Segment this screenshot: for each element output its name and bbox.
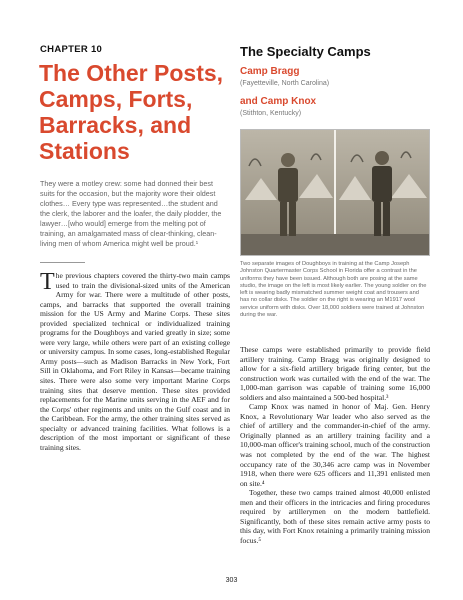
paragraph-3: Together, these two camps trained almost 40,000 enlisted men and their officers in the intricacies and firing procedures required by artillerymen on the modern battlefield. Significantly, both of these sites remain active army posts to this day, with Fort Knox retaining a primarily training mission focus.⁵ (240, 488, 430, 545)
doughboys-photo (240, 129, 430, 256)
page-number: 303 (225, 577, 238, 584)
chapter-label: CHAPTER 10 (40, 44, 103, 55)
epigraph-quote: They were a motley crew: some had donned their best suits for the occasion, but the majority wore their oldest clothes… Every type was represented…the student and the clerk, the laborer and the loafer, the daily plodder, the lawyer…[who would] emerge from the melting pot of training, an amalgamated mass of clear-thinking, clean-living men of whom America might well be proud.¹ (40, 179, 222, 248)
specialty-camps-body (240, 345, 430, 545)
paragraph-1: These camps were established primarily to provide field artillery training. Camp Bragg was originally designed to allow for a six-field artillery brigade firing center, but the construction work was curtailed with the end of the war. The 1,000-man garrison was capable of training some 16,000 soldiers and also maintained a 500-bed hospital.³ (240, 345, 430, 402)
intro-paragraph: he previous chapters covered the thirty-two main camps used to train the divisional-sized units of the American Army for war. There were a multitude of other posts, camps, and barracks that supported the overall training mission for the US Army and Marine Corps. These sites provided specialized technical or individualized training programs for the Doughboys and varied greatly in size; some were very large, while others were part of an existing college or university campus. In some cases, long-established Regular Army posts—such as Madison Barracks in New York, Fort Sill in Oklahoma, and Fort Riley in Kansas—became training sites. There were also some very important Marine Corps training sites that deserve mention. These sites provided replacements for the Marine units serving in the AEF and for the Corps' other regiments and units on the Gulf coast and in the Caribbean. For the army, the other training sites served as specialty or advanced training facilities. What follows is a description of the most important or significant of these training sites. (40, 271, 230, 452)
camp-knox-location: (Stithton, Kentucky) (240, 110, 302, 117)
paragraph-2: Camp Knox was named in honor of Maj. Gen. Henry Knox, a Revolutionary War leader who also served as the chief of artillery and the commander-in-chief of the army. Originally planned as an artillery training facility and a 10,000-man officer's training school, much of the construction was not completed by the end of the war. The highest occupancy rate of the 30,346 acre camp was in November 1918, when there were 625 officers and 11,391 enlisted men on site.⁴ (240, 402, 430, 488)
drop-cap: T (40, 269, 55, 295)
photo-caption: Two separate images of Doughboys in training at the Camp Joseph Johnston Quartermaster Corps School in Florida offer a contrast in the uniforms they have been issued. Although both are posing at the same studio, the image on the left is most likely earlier. The young soldier on the left is wearing badly mismatched summer weight coat and trousers and has no collar disks. The soldier on the right is wearing an M1917 wool service uniform with disks. Over 18,000 soldiers were trained at Johnston during the war. (240, 261, 427, 319)
chapter-title: The Other Posts, Camps, Forts, Barracks, and Stations (39, 60, 224, 164)
intro-body-text (40, 271, 230, 452)
section-heading: The Specialty Camps (240, 44, 371, 59)
divider-rule (40, 262, 85, 263)
camp-bragg-heading: Camp Bragg (240, 66, 300, 77)
camp-knox-heading: and Camp Knox (240, 96, 317, 107)
camp-bragg-location: (Fayetteville, North Carolina) (240, 80, 330, 87)
